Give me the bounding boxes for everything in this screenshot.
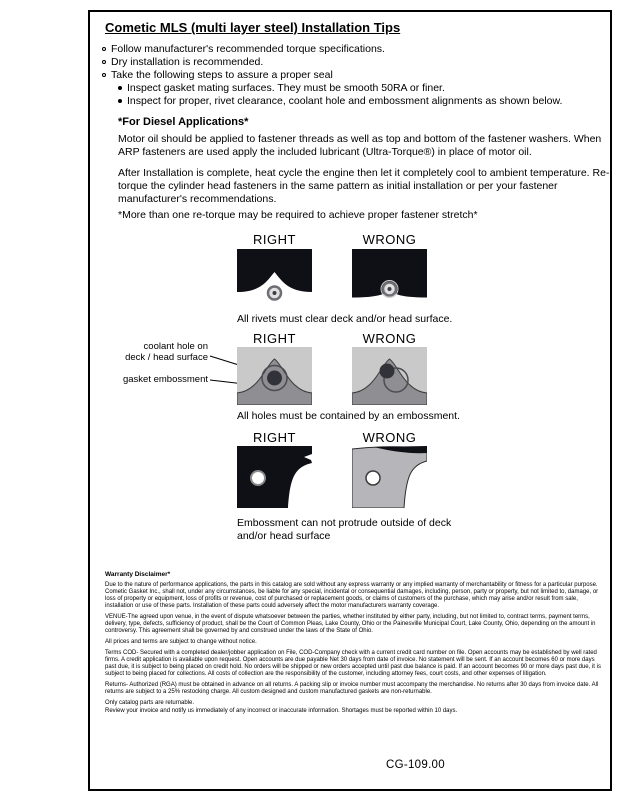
legal-paragraph: All prices and terms are subject to change without notice. bbox=[105, 639, 257, 645]
diesel-applications-heading: *For Diesel Applications* bbox=[118, 116, 249, 128]
list-item bbox=[102, 43, 562, 56]
list-item bbox=[102, 56, 562, 69]
list-item bbox=[118, 82, 562, 95]
diesel-paragraph: Motor oil should be applied to fastener threads as well as top and bottom of the fastener washers. When ARP fasteners are used apply the included lubricant (Ultra-Torque®) in place of motor oil. bbox=[118, 133, 602, 158]
open-bullet-icon bbox=[102, 47, 106, 51]
page-code: CG-109.00 bbox=[386, 759, 445, 771]
embossment-right-diagram bbox=[237, 347, 312, 405]
rivet-clearance-wrong-diagram bbox=[352, 249, 427, 309]
wrong-label: WRONG bbox=[362, 331, 417, 346]
rivet-clearance-right-diagram bbox=[237, 249, 312, 309]
list-item bbox=[118, 95, 562, 108]
wrong-label: WRONG bbox=[362, 430, 417, 445]
wrong-label: WRONG bbox=[362, 232, 417, 247]
diagram-caption bbox=[237, 517, 451, 543]
filled-bullet-icon bbox=[118, 86, 122, 90]
gasket-embossment-label bbox=[116, 374, 208, 385]
caption-line: and/or head surface bbox=[237, 530, 331, 542]
open-bullet-icon bbox=[102, 60, 106, 64]
label-line: gasket embossment bbox=[122, 374, 208, 385]
diesel-paragraph: After Installation is complete, heat cycle the engine then let it completely cool to ambient temperature. Re-torque the cylinder head fasteners in the same pattern as initial installation or per your fastener manufacturer's recommendations. bbox=[118, 167, 610, 205]
label-line: deck / head surface bbox=[125, 352, 208, 363]
diagram-caption: All holes must be contained by an embossment. bbox=[237, 410, 460, 422]
open-bullet-icon bbox=[102, 73, 106, 77]
caption-line: Embossment can not protrude outside of deck bbox=[237, 517, 452, 529]
right-label: RIGHT bbox=[253, 430, 296, 445]
legal-paragraph: VENUE-The agreed upon venue, in the event of dispute whatsoever between the parties, whether instituted by either party, including, but not limited to, contract terms, payment terms, delivery, type, defects, sufficiency of product, shall be the Court of Common Pleas, Lake County, Ohio or the Painesville Municipal Court, Lake County, Ohio, depending on the amount in controversy. This agreement shall be governed by and construed under the laws of the State of Ohio. bbox=[105, 614, 596, 634]
tip-text: Follow manufacturer's recommended torque specifications. bbox=[111, 43, 385, 55]
legal-paragraph: Terms COD- Secured with a completed dealer/jobber application on File, COD-Company check with a current credit card number on file. Open accounts may be established by well rated firms. A credit application is available upon request. Open accounts are due payable Net 30 days from date of invoice. No statement will be sent. If an account becomes 60 or more days past due, it is subject to being placed on credit hold. No orders will be shipped or new orders accepted until past due balance is paid. If an account becomes 90 or more days past due, it is subject to being placed for collections. All costs of collection are the responsibility of the customer, including attorney fees, court costs, and other expenses of litigation. bbox=[105, 650, 601, 677]
tip-text: Dry installation is recommended. bbox=[111, 56, 264, 68]
right-label: RIGHT bbox=[253, 331, 296, 346]
tip-text: Inspect gasket mating surfaces. They must be smooth 50RA or finer. bbox=[127, 82, 445, 94]
tip-text: Take the following steps to assure a proper seal bbox=[111, 69, 333, 81]
legal-paragraph: Review your invoice and notify us immediately of any incorrect or inaccurate information. Shortages must be reported within 10 days. bbox=[105, 708, 458, 714]
filled-bullet-icon bbox=[118, 99, 122, 103]
installation-tips-list bbox=[102, 43, 562, 108]
warranty-disclaimer-heading: Warranty Disclaimer* bbox=[105, 571, 171, 578]
list-item bbox=[102, 69, 562, 82]
legal-paragraph: Due to the nature of performance applications, the parts in this catalog are sold without any express warranty or any implied warranty of merchantability or fitness for a particular purpose. Cometic Gasket Inc., shall not, under any circumstances, be liable for any special, incidental or consequential damages, including, person, party or property, but not limited to, damage, or loss of property or equipment, loss of profits or revenue, cost of purchased or replacement goods, or claims of customers of the purchase, which may arise and/or result from sale, installation or use of these parts. Installation of these parts could adversely affect the motor manufacturers warranty coverage. bbox=[105, 582, 599, 609]
embossment-wrong-diagram bbox=[352, 347, 427, 405]
legal-section bbox=[105, 571, 602, 719]
legal-paragraph: Only catalog parts are returnable. bbox=[105, 700, 195, 706]
embossment-protrude-wrong-diagram bbox=[352, 446, 427, 508]
right-label: RIGHT bbox=[253, 232, 296, 247]
coolant-hole-label bbox=[116, 341, 208, 363]
label-line: coolant hole on bbox=[143, 341, 208, 352]
retorque-note: *More than one re-torque may be required to achieve proper fastener stretch* bbox=[118, 209, 478, 221]
diagram-caption: All rivets must clear deck and/or head surface. bbox=[237, 313, 453, 325]
tip-text: Inspect for proper, rivet clearance, coolant hole and embossment alignments as shown below. bbox=[127, 95, 563, 107]
page-title: Cometic MLS (multi layer steel) Installation Tips bbox=[105, 20, 401, 35]
legal-paragraph: Returns- Authorized (RGA) must be obtained in advance on all returns. A packing slip or invoice number must accompany the merchandise. No returns after 30 days from invoice date. All returns are subject to a 25% restocking charge. All custom designed and custom manufactured gaskets are non-returnable. bbox=[105, 682, 599, 695]
embossment-protrude-right-diagram bbox=[237, 446, 312, 508]
